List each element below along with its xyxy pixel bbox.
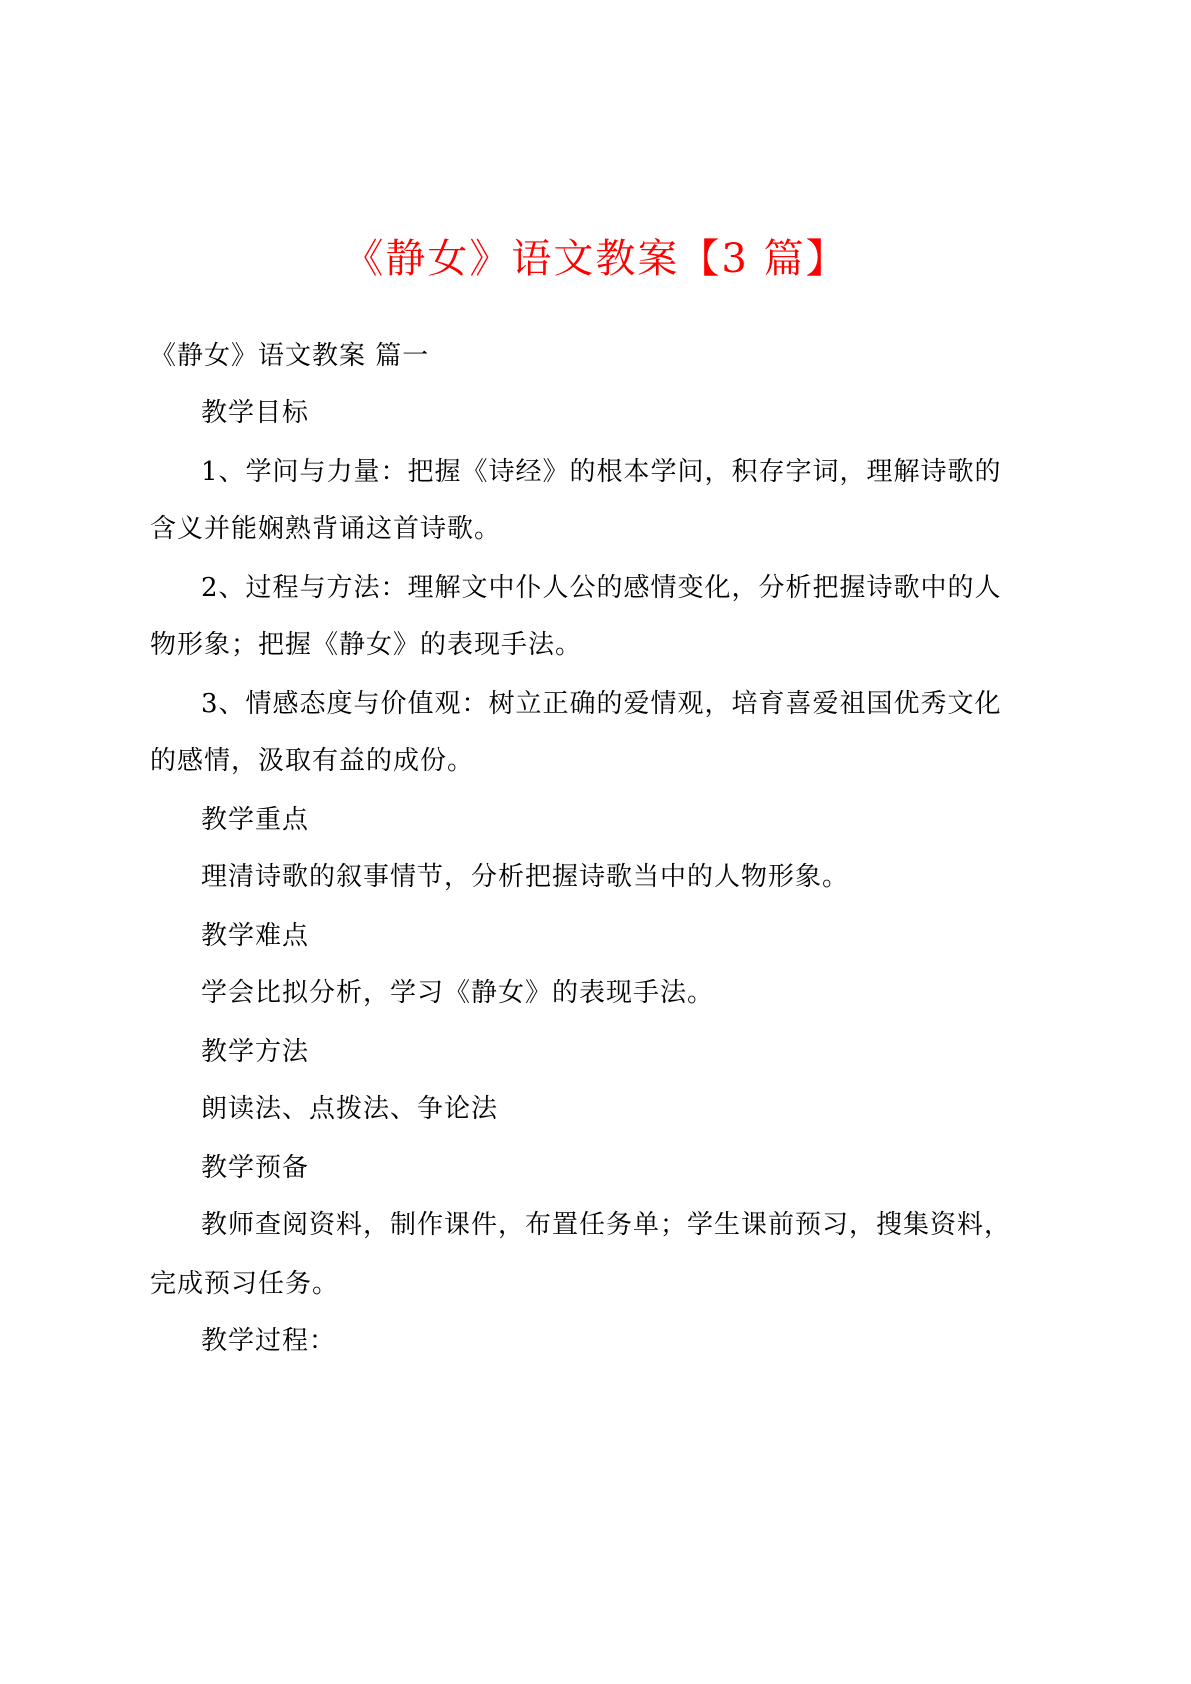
preparation-line-1: 教师查阅资料，制作课件，布置任务单；学生课前预习，搜集资料， bbox=[201, 1210, 1012, 1240]
goal-1-line-2: 含义并能娴熟背诵这首诗歌。 bbox=[150, 514, 502, 544]
goal-1-line-1: 1、学问与力量：把握《诗经》的根本学问，积存字词，理解诗歌的 bbox=[201, 457, 1002, 487]
goal-2-line-1: 2、过程与方法：理解文中仆人公的感情变化，分析把握诗歌中的人 bbox=[201, 573, 1002, 603]
heading-preparation: 教学预备 bbox=[201, 1153, 310, 1183]
key-points-text: 理清诗歌的叙事情节，分析把握诗歌当中的人物形象。 bbox=[201, 862, 850, 892]
goal-2-line-2: 物形象；把握《静女》的表现手法。 bbox=[150, 630, 583, 660]
preparation-line-2: 完成预习任务。 bbox=[150, 1269, 340, 1299]
goal-3-line-1: 3、情感态度与价值观：树立正确的爱情观，培育喜爱祖国优秀文化 bbox=[201, 689, 1002, 719]
heading-process: 教学过程： bbox=[201, 1326, 337, 1356]
heading-methods: 教学方法 bbox=[201, 1037, 310, 1067]
document-title: 《静女》语文教案【3 篇】 bbox=[343, 236, 848, 282]
difficulties-text: 学会比拟分析，学习《静女》的表现手法。 bbox=[201, 978, 715, 1008]
methods-text: 朗读法、点拨法、争论法 bbox=[201, 1094, 499, 1124]
heading-teaching-goals: 教学目标 bbox=[201, 398, 310, 428]
heading-key-points: 教学重点 bbox=[201, 805, 310, 835]
section-heading: 《静女》语文教案 篇一 bbox=[150, 341, 430, 371]
goal-3-line-2: 的感情，汲取有益的成份。 bbox=[150, 746, 475, 776]
heading-difficulties: 教学难点 bbox=[201, 921, 310, 951]
